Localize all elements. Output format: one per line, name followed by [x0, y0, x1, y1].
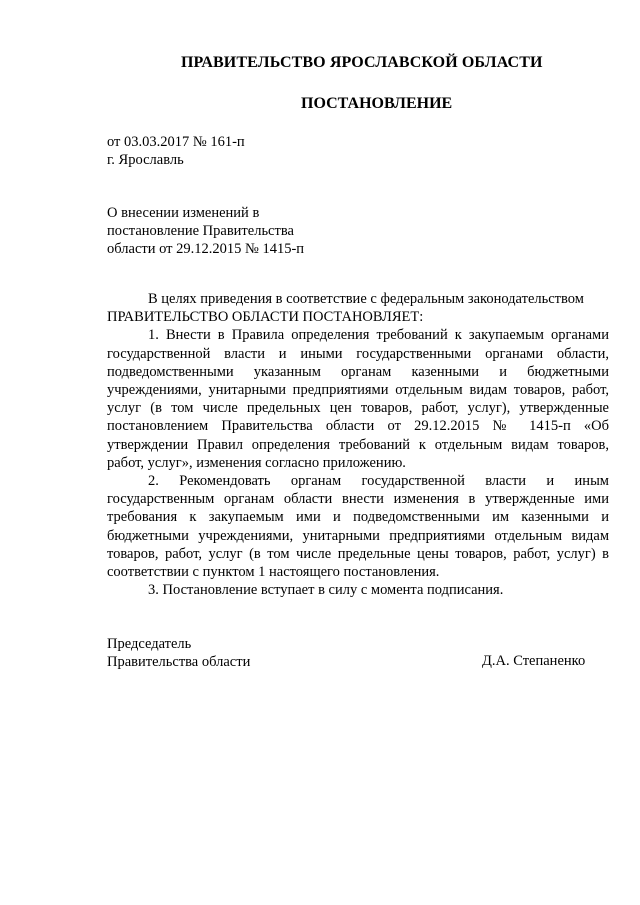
government-heading: ПРАВИТЕЛЬСТВО ЯРОСЛАВСКОЙ ОБЛАСТИ — [181, 54, 543, 71]
paragraph-item-2: 2. Рекомендовать органам государственной власти и иным государственным органам области внести изменения в утвержденные ими требования к закупаемым ими и подведомственными им казенными и бюджетными учреждениями, унитарными предприятиями отдельным видам товаров, работ, услуг (в том числе предельные цены товаров, работ, услуг) в соответствии с пунктом 1 настоящего постановления. — [107, 473, 609, 581]
document-subject — [107, 204, 304, 258]
signatory-name: Д.А. Степаненко — [482, 653, 586, 669]
paragraph-item-3: 3. Постановление вступает в силу с момента подписания. — [148, 582, 504, 599]
signatory-title-line: Правительства области — [107, 654, 251, 670]
subject-line: области от 29.12.2015 № 1415-п — [107, 241, 305, 257]
decree-statement: ПРАВИТЕЛЬСТВО ОБЛАСТИ ПОСТАНОВЛЯЕТ: — [107, 309, 424, 326]
intro-paragraph: В целях приведения в соответствие с федеральным законодательством — [148, 291, 584, 307]
signatory-title — [107, 635, 250, 671]
subject-line: О внесении изменений в — [107, 205, 260, 221]
subject-line: постановление Правительства — [107, 223, 294, 239]
document-type-heading: ПОСТАНОВЛЕНИЕ — [301, 95, 453, 112]
date-number-line: от 03.03.2017 № 161-п — [107, 134, 245, 150]
city-line: г. Ярославль — [107, 152, 184, 168]
signatory-title-line: Председатель — [107, 636, 192, 652]
document-body — [107, 290, 609, 599]
paragraph-item-1: 1. Внести в Правила определения требований к закупаемым органами государственной власти и иными государственными органами области, подведомственными указанным органам казенными и бюджетными учреждениями, унитарными предприятиями отдельным видам товаров, работ, услуг (в том числе предельных цен товаров, работ, услуг), утвержденные постановлением Правительства области от 29.12.2015 № 1415-п «Об утверждении Правил определения требований к отдельным видам товаров, работ, услуг», изменения согласно приложению. — [107, 327, 609, 471]
